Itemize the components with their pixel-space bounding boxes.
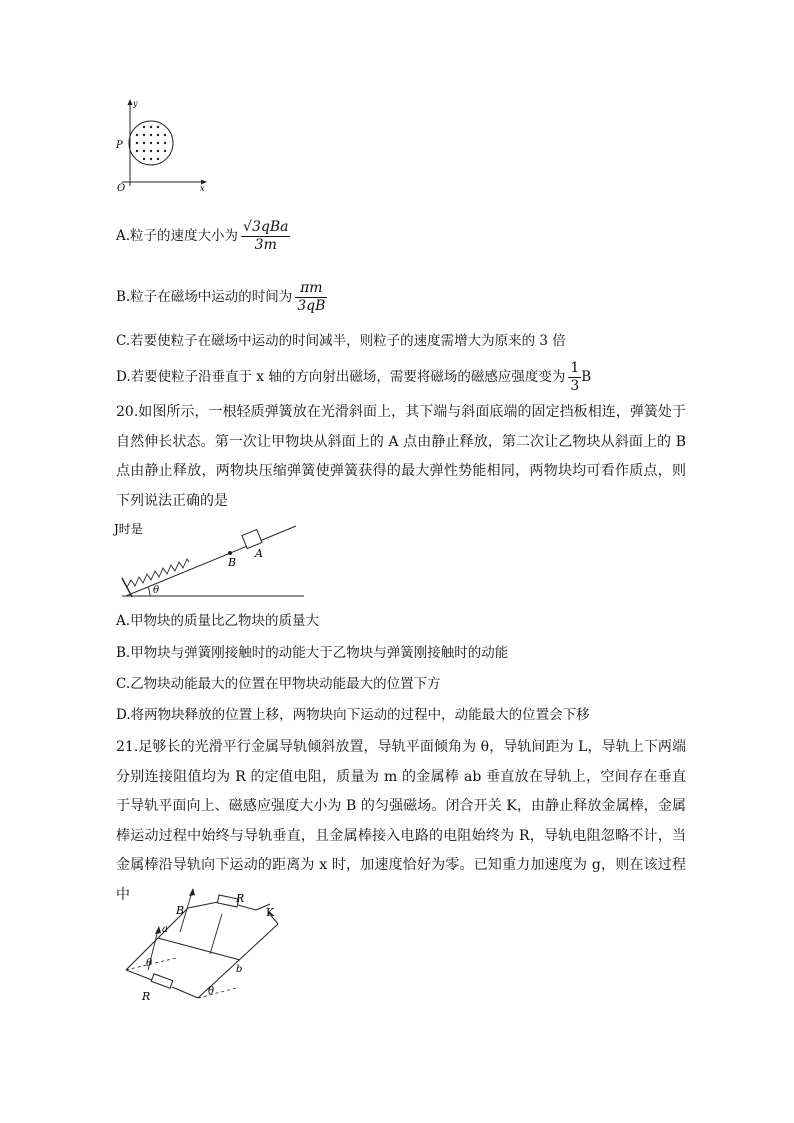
q19-option-c-text: C.若要使粒子在磁场中运动的时间减半，则粒子的速度需增大为原来的 3 倍 (116, 333, 566, 349)
q19-option-b-fraction (295, 280, 327, 315)
q20-stem-text: 20.如图所示，一根轻质弹簧放在光滑斜面上，其下端与斜面底端的固定挡板相连，弹簧处于自然伸长状态。第一次让甲物块从斜面上的 A 点由静止释放，第二次让乙物块从斜面上的 B 点由静止释放，两物块压缩弹簧使弹簧获得的最大弹性势能相同，两物块均可看作质点，则下列说法正确的是 (116, 404, 686, 509)
field-dots (136, 126, 166, 160)
label-y: y (133, 99, 138, 108)
q19-option-b (116, 280, 327, 315)
label-r-bottom: R (142, 990, 151, 1003)
label-p: P (116, 140, 123, 151)
label-r-top: R (236, 892, 245, 905)
figure-spring-incline (112, 520, 312, 604)
rail-left (126, 908, 188, 970)
label-o: O (117, 183, 126, 192)
resistor-bottom (151, 974, 173, 988)
q20-stem (116, 398, 686, 516)
q21-stem-text: 21.足够长的光滑平行金属导轨倾斜放置，导轨平面倾角为 θ，导轨间距为 L，导轨上下两端分别连接阻值均为 R 的定值电阻，质量为 m 的金属棒 ab 垂直放在导轨上，空间存在垂直于导轨平面向上、磁感应强度大小为 B 的匀强磁场。闭合开关 K，由静止释放金属棒，金属棒运动过程中始终与导轨垂直，且金属棒接入电路的电阻始终为 R，导轨电阻忽略不计，当金属棒沿导轨向下运动的距离为 x 时，加速度恰好为零。已知重力加速度为 g，则在该过程中 (116, 739, 686, 903)
label-b: B (228, 556, 237, 569)
q19-option-a-text: A.粒子的速度大小为 (116, 228, 239, 244)
q20-option-a (116, 611, 319, 631)
q20-option-c (116, 674, 441, 694)
fraction-numerator: √3qBa (243, 219, 289, 235)
fraction-numerator: 1 (570, 360, 580, 376)
fraction-denominator: 3 (570, 378, 580, 394)
q19-option-c (116, 331, 566, 351)
q20-option-d (116, 705, 590, 725)
fraction-numerator: πm (295, 280, 327, 298)
q19-option-d-text: D.若要使粒子沿垂直于 x 轴的方向射出磁场，需要将磁场的磁感应强度变为 (116, 369, 566, 385)
q19-option-b-text: B.粒子在磁场中运动的时间为 (116, 289, 293, 305)
incline-line (126, 526, 296, 596)
block (242, 530, 262, 549)
q19-option-a-fraction (241, 219, 290, 254)
bottom-wire-2 (172, 987, 198, 998)
bottom-wire-1 (126, 970, 152, 980)
label-a: A (255, 547, 263, 560)
rod-ab (158, 938, 240, 960)
label-b-field: B (176, 904, 185, 917)
label-k: K (266, 906, 275, 919)
q20-option-d-text: D.将两物块释放的位置上移，两物块向下运动的过程中，动能最大的位置会下移 (116, 707, 590, 723)
q20-option-c-text: C.乙物块动能最大的位置在甲物块动能最大的位置下方 (116, 676, 441, 692)
figure-inclined-rails (118, 888, 298, 1008)
label-a-rod: a (162, 924, 168, 935)
label-theta: θ (153, 585, 160, 596)
fraction-denominator: 3qB (297, 298, 326, 314)
q19-option-d (116, 360, 591, 395)
label-theta-1: θ (146, 958, 153, 969)
figure-circle-field (112, 96, 212, 192)
top-wire-2 (238, 905, 256, 910)
label-b-rod: b (236, 964, 243, 975)
point-b (228, 551, 232, 555)
q19-option-d-fraction (568, 360, 581, 395)
q21-stem (116, 733, 686, 910)
q20-option-a-text: A.甲物块的质量比乙物块的质量大 (116, 613, 320, 629)
label-x: x (200, 184, 205, 192)
q19-option-a (116, 219, 290, 254)
y-axis-arrow (128, 99, 133, 105)
fig-top-label: J时是 (114, 522, 143, 536)
q19-option-d-tail: B (581, 369, 592, 385)
field-line-3 (210, 914, 222, 954)
label-theta-2: θ (208, 986, 215, 997)
q20-option-b-text: B.甲物块与弹簧刚接触时的动能大于乙物块与弹簧刚接触时的动能 (116, 645, 509, 661)
q20-option-b (116, 643, 508, 663)
theta-arc (148, 587, 150, 596)
field-arrow-1 (155, 926, 161, 934)
field-arrow-2 (189, 888, 195, 896)
top-wire-1 (188, 902, 218, 908)
fraction-denominator: 3m (254, 237, 277, 253)
